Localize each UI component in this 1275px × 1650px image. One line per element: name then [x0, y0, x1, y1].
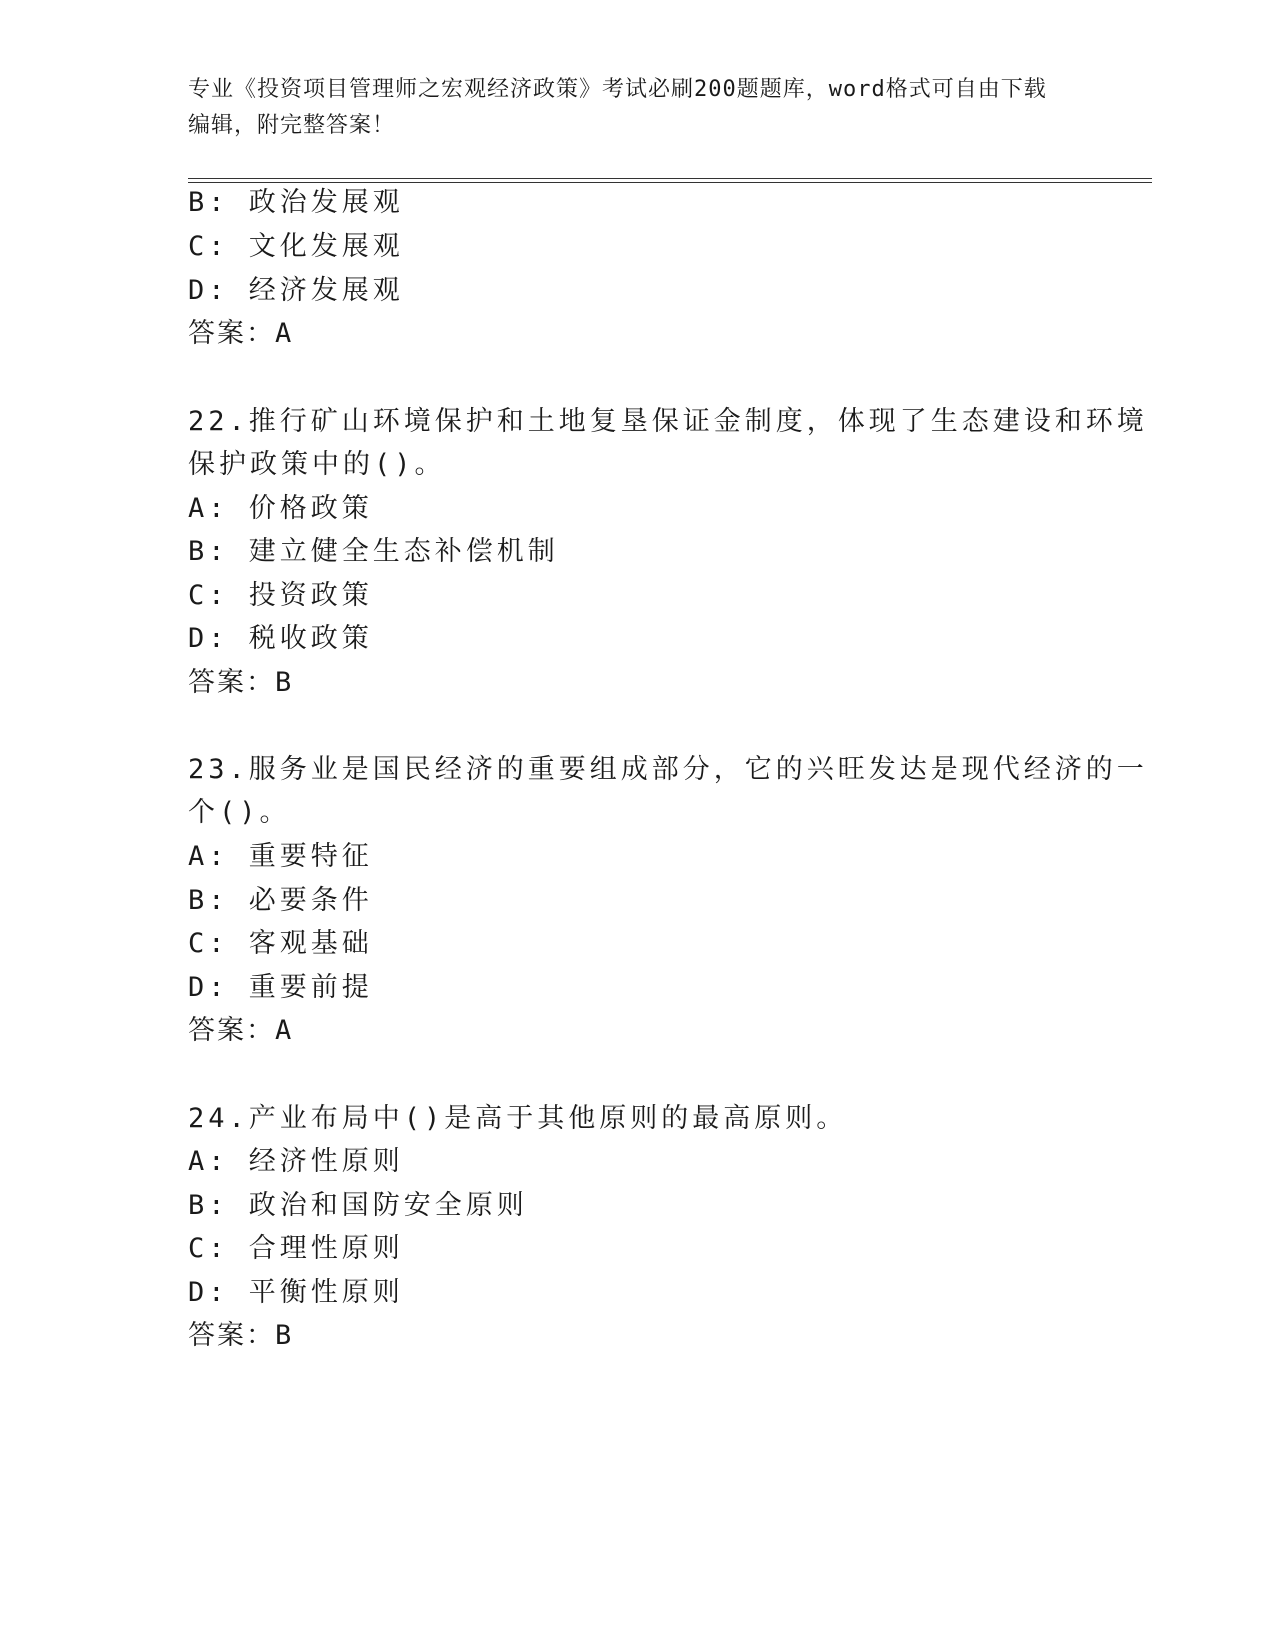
q22-option-d: D: 税收政策 [188, 623, 373, 654]
q23-option-c: C: 客观基础 [188, 928, 373, 959]
q22-option-c: C: 投资政策 [188, 580, 373, 611]
q23-option-b: B: 必要条件 [188, 885, 373, 916]
q22-text-line1: 22.推行矿山环境保护和土地复垦保证金制度，体现了生态建设和环境 [188, 406, 1148, 437]
q24-option-d: D: 平衡性原则 [188, 1277, 404, 1308]
q22-text-line2: 保护政策中的()。 [188, 449, 446, 480]
q22-answer: 答案：B [188, 667, 294, 698]
q23-answer: 答案：A [188, 1015, 294, 1046]
q24-answer: 答案：B [188, 1320, 294, 1351]
q24-option-a: A: 经济性原则 [188, 1146, 404, 1177]
q23-text-line2: 个()。 [188, 797, 291, 828]
q21-option-c: C: 文化发展观 [188, 231, 404, 262]
q21-option-d: D: 经济发展观 [188, 275, 404, 306]
q22-option-a: A: 价格政策 [188, 493, 373, 524]
q23-text-line1: 23.服务业是国民经济的重要组成部分，它的兴旺发达是现代经济的一 [188, 754, 1148, 785]
document-header: 专业《投资项目管理师之宏观经济政策》考试必刷200题题库，word格式可自由下载编辑，附完整答案！ [188, 77, 1047, 138]
q24-text-line1: 24.产业布局中()是高于其他原则的最高原则。 [188, 1103, 848, 1134]
q22-option-b: B: 建立健全生态补偿机制 [188, 536, 559, 567]
q21-option-b: B: 政治发展观 [188, 187, 404, 218]
q24-option-c: C: 合理性原则 [188, 1233, 404, 1264]
q23-option-a: A: 重要特征 [188, 841, 373, 872]
q21-answer: 答案：A [188, 318, 294, 349]
q24-option-b: B: 政治和国防安全原则 [188, 1190, 528, 1221]
q23-option-d: D: 重要前提 [188, 972, 373, 1003]
